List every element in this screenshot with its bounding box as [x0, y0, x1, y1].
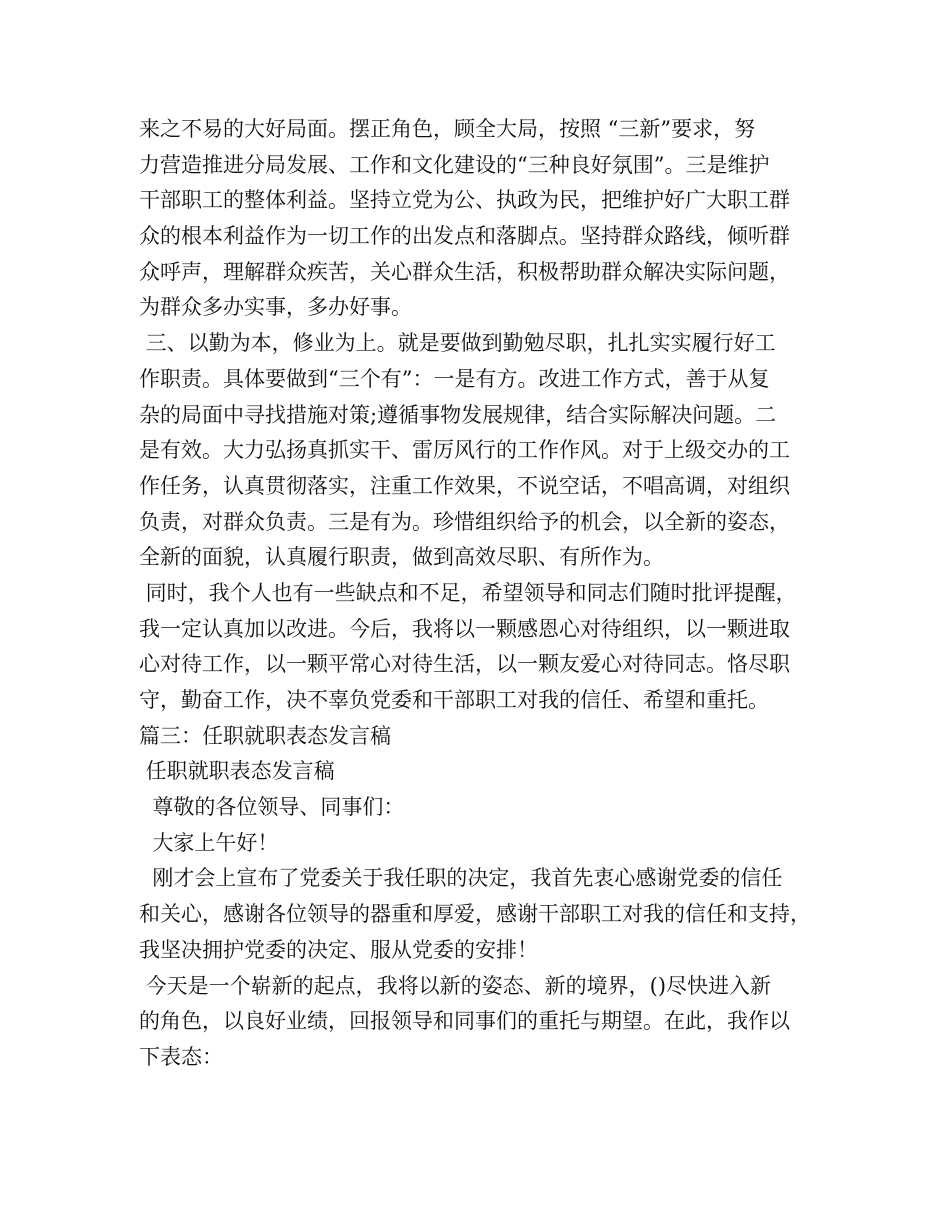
text-line: 和关心，感谢各位领导的器重和厚爱，感谢干部职工对我的信任和支持， [139, 902, 811, 927]
text-line: 刚才会上宣布了党委关于我任职的决定，我首先衷心感谢党委的信任 [139, 866, 783, 891]
text-line: 篇三：任职就职表态发言稿 [139, 723, 391, 748]
text-line: 力营造推进分局发展、工作和文化建设的“三种良好氛围”。三是维护 [139, 152, 770, 177]
text-line: 三、以勤为本，修业为上。就是要做到勤勉尽职，扎扎实实履行好工 [139, 331, 776, 356]
text-line: 干部职工的整体利益。坚持立党为公、执政为民，把维护好广大职工群 [139, 188, 790, 213]
text-line: 下表态： [139, 1044, 223, 1069]
text-line: 作任务，认真贯彻落实，注重工作效果，不说空话，不唱高调，对组织 [139, 473, 790, 498]
text-line: 大家上午好！ [139, 830, 279, 855]
text-line: 尊敬的各位领导、同事们： [139, 795, 405, 820]
text-line: 众的根本利益作为一切工作的出发点和落脚点。坚持群众路线，倾听群 [139, 224, 790, 249]
text-line: 杂的局面中寻找措施对策;遵循事物发展规律，结合实际解决问题。二 [139, 402, 777, 427]
text-line: 今天是一个崭新的起点，我将以新的姿态、新的境界，()尽快进入新 [139, 973, 772, 998]
document-body [139, 112, 829, 1076]
text-line: 我坚决拥护党委的决定、服从党委的安排！ [139, 937, 538, 962]
text-line: 全新的面貌，认真履行职责，做到高效尽职、有所作为。 [139, 545, 664, 570]
text-line: 作职责。具体要做到“三个有”：一是有方。改进工作方式，善于从复 [139, 366, 770, 391]
text-line: 的角色，以良好业绩，回报领导和同事们的重托与期望。在此，我作以 [139, 1009, 790, 1034]
text-line: 任职就职表态发言稿 [139, 759, 335, 784]
text-line: 为群众多办实事，多办好事。 [139, 295, 412, 320]
text-line: 同时，我个人也有一些缺点和不足，希望领导和同志们随时批评提醒， [139, 580, 797, 605]
text-line: 来之不易的大好局面。摆正角色，顾全大局，按照 “三新”要求，努 [139, 117, 756, 141]
text-line: 众呼声，理解群众疾苦，关心群众生活，积极帮助群众解决实际问题， [139, 259, 790, 284]
text-line: 我一定认真加以改进。今后，我将以一颗感恩心对待组织，以一颗进取 [139, 616, 790, 641]
text-line: 负责，对群众负责。三是有为。珍惜组织给予的机会，以全新的姿态， [139, 509, 790, 534]
text-line: 是有效。大力弘扬真抓实干、雷厉风行的工作作风。对于上级交办的工 [139, 438, 790, 463]
text-line: 守，勤奋工作，决不辜负党委和干部职工对我的信任、希望和重托。 [139, 688, 769, 712]
text-line: 心对待工作，以一颗平常心对待生活，以一颗友爱心对待同志。恪尽职 [139, 652, 790, 677]
